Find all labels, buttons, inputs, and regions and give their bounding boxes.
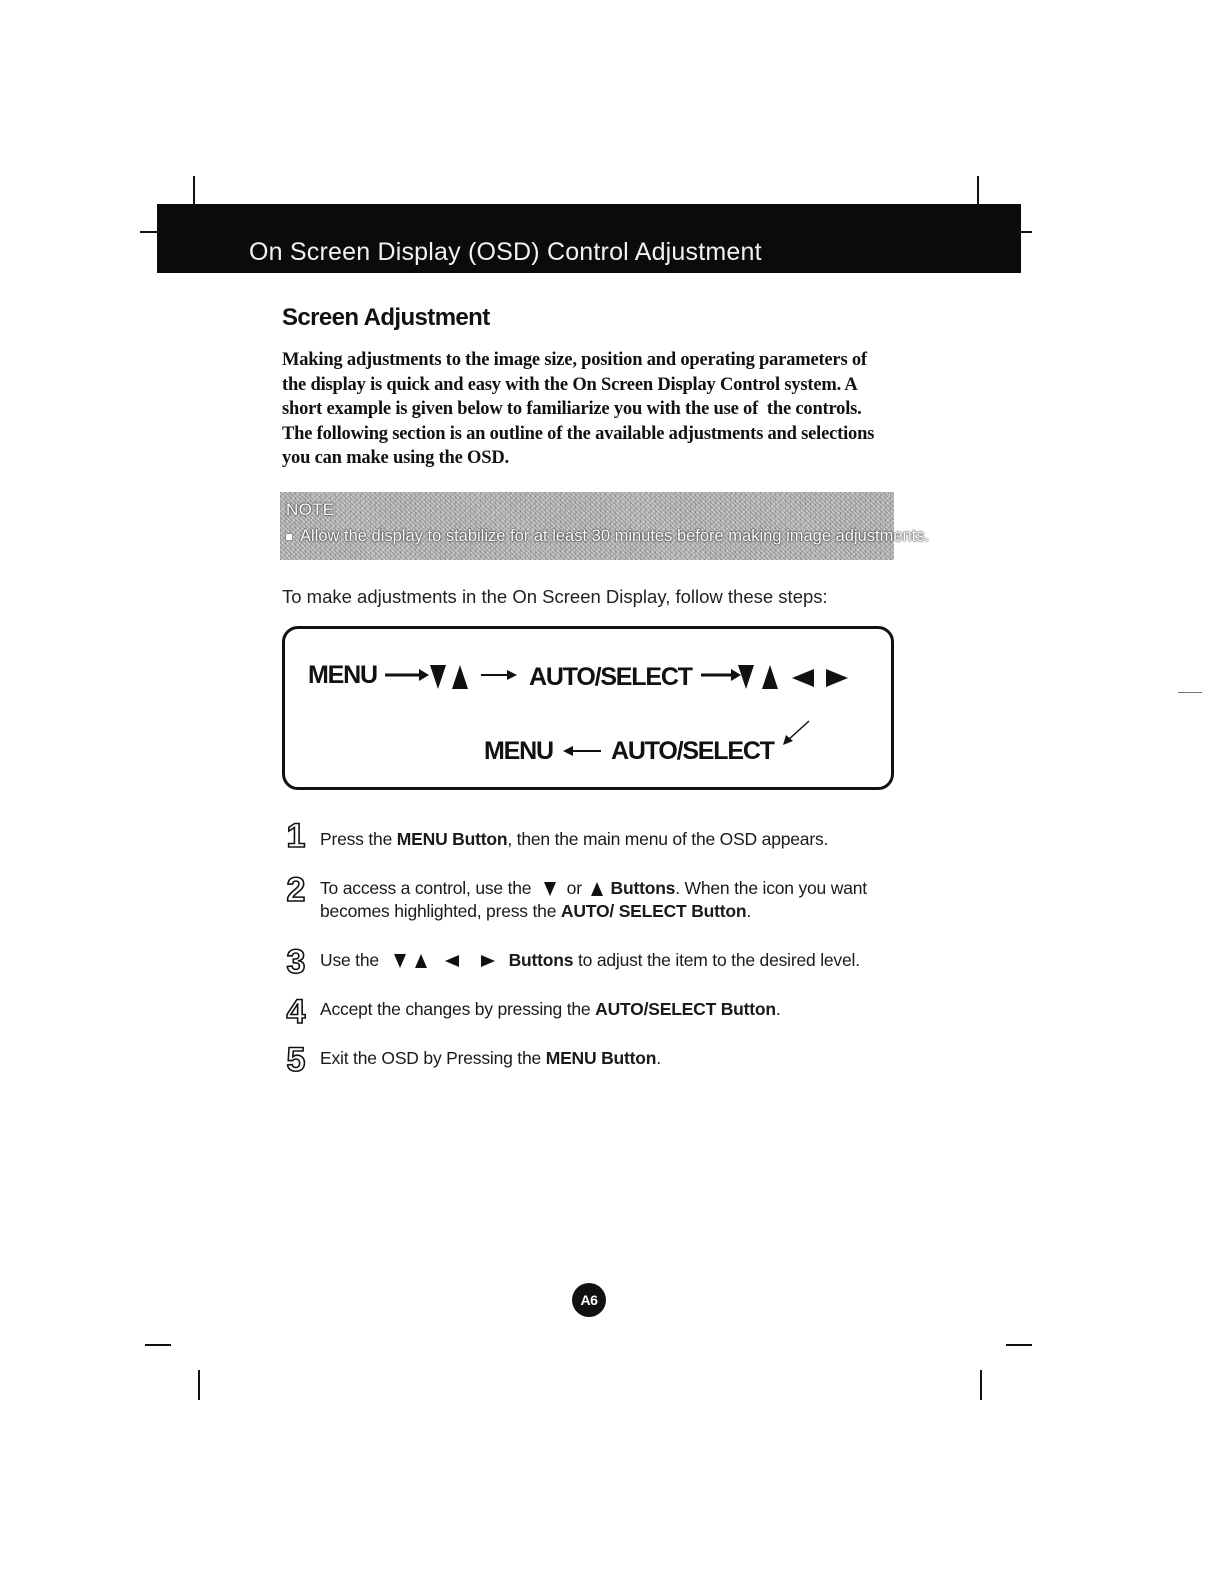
step-text-part: or: [566, 878, 582, 898]
step-number-2-icon: [282, 872, 310, 904]
left-arrow-icon: [789, 669, 817, 687]
crop-mark: [145, 1344, 171, 1346]
step-text-part: .: [656, 1048, 661, 1068]
step-number-4-icon: [282, 994, 310, 1026]
step-text-part: becomes highlighted, press the: [320, 901, 561, 921]
down-arrow-icon: [427, 665, 449, 689]
step-text-part: Accept the changes by pressing the: [320, 999, 596, 1019]
step-3-text: [320, 949, 860, 972]
step-1-text: [320, 828, 828, 851]
note-label: NOTE: [286, 500, 335, 519]
osd-flow-diagram: [282, 626, 894, 790]
step-keyword: AUTO/ SELECT Button: [560, 901, 747, 921]
left-arrow-icon: [445, 955, 459, 967]
step-text-part: .: [775, 999, 781, 1019]
up-arrow-icon: [591, 882, 603, 896]
intro-line: the display is quick and easy with the On Screen Display Control system. A: [282, 374, 858, 395]
step-keyword: Buttons: [508, 950, 574, 970]
step-number-1-icon: [282, 818, 310, 850]
step-text-part: .: [746, 901, 752, 921]
right-arrow-icon: [481, 955, 495, 967]
flow-arrow-right-icon: [481, 667, 517, 683]
step-keyword: AUTO/SELECT Button: [595, 999, 776, 1019]
step-text-part: Exit the OSD by Pressing the: [320, 1048, 546, 1068]
up-arrow-icon: [449, 665, 471, 689]
step-5-text: [320, 1047, 661, 1070]
section-heading: Screen Adjustment: [282, 304, 490, 331]
flow-arrow-right-icon: [385, 667, 429, 683]
step-4-text: [320, 998, 781, 1021]
note-text-line: [286, 527, 929, 546]
note-box: [280, 492, 930, 560]
intro-line: you can make using the OSD.: [282, 448, 509, 468]
step-text-part: to adjust the item to the desired level.: [573, 950, 860, 970]
crop-mark: [193, 176, 195, 206]
crop-mark: [140, 231, 158, 233]
steps-intro: To make adjustments in the On Screen Display, follow these steps:: [282, 586, 828, 607]
step-text-part: . When the icon you want: [675, 878, 867, 898]
crop-mark: [977, 176, 979, 206]
down-arrow-icon: [544, 882, 556, 896]
crop-mark: [980, 1370, 982, 1400]
intro-line: short example is given below to familiarize you with the use of the controls.: [282, 399, 862, 419]
right-arrow-icon: [823, 669, 851, 687]
flow-menu-return-label: MENU: [484, 737, 553, 765]
step-text-part: Use the: [320, 950, 379, 970]
step-number-glyph: 1: [286, 818, 306, 850]
step-number-glyph: 5: [286, 1042, 306, 1074]
page-title: On Screen Display (OSD) Control Adjustment: [249, 238, 762, 266]
margin-tick: [1178, 692, 1202, 693]
step-number-5-icon: [282, 1042, 310, 1074]
note-text: Allow the display to stabilize for at least 30 minutes before making image adjustments.: [300, 527, 930, 545]
flow-menu-label: MENU: [308, 661, 377, 689]
down-arrow-icon: [394, 954, 406, 968]
intro-line: The following section is an outline of the available adjustments and selections: [282, 423, 875, 444]
step-number-3-icon: [282, 944, 310, 976]
crop-mark: [1020, 231, 1032, 233]
page-number-badge: A6: [572, 1283, 606, 1317]
step-text-part: Press the: [320, 829, 397, 849]
flow-auto-select-return-label: AUTO/SELECT: [611, 737, 774, 765]
step-number-glyph: 4: [286, 994, 306, 1026]
intro-line: Making adjustments to the image size, position and operating parameters of: [282, 350, 867, 370]
flow-auto-select-label: AUTO/SELECT: [529, 663, 692, 691]
step-number-glyph: 3: [286, 944, 306, 976]
step-keyword: Buttons: [610, 878, 676, 898]
crop-mark: [1006, 1344, 1032, 1346]
up-arrow-icon: [415, 954, 427, 968]
header-bar: [157, 204, 1021, 273]
flow-arrow-diagonal-icon: [781, 719, 811, 747]
step-text-part: , then the main menu of the OSD appears.: [507, 829, 829, 849]
step-2-text: [320, 877, 867, 923]
step-keyword: MENU Button: [396, 829, 508, 849]
intro-paragraph: [282, 348, 894, 471]
step-text-part: To access a control, use the: [320, 878, 532, 898]
bullet-icon: [286, 534, 292, 540]
flow-arrow-left-icon: [563, 743, 601, 759]
up-arrow-icon: [759, 665, 781, 689]
step-number-glyph: 2: [286, 872, 306, 904]
step-keyword: MENU Button: [545, 1048, 657, 1068]
crop-mark: [198, 1370, 200, 1400]
down-arrow-icon: [735, 665, 757, 689]
